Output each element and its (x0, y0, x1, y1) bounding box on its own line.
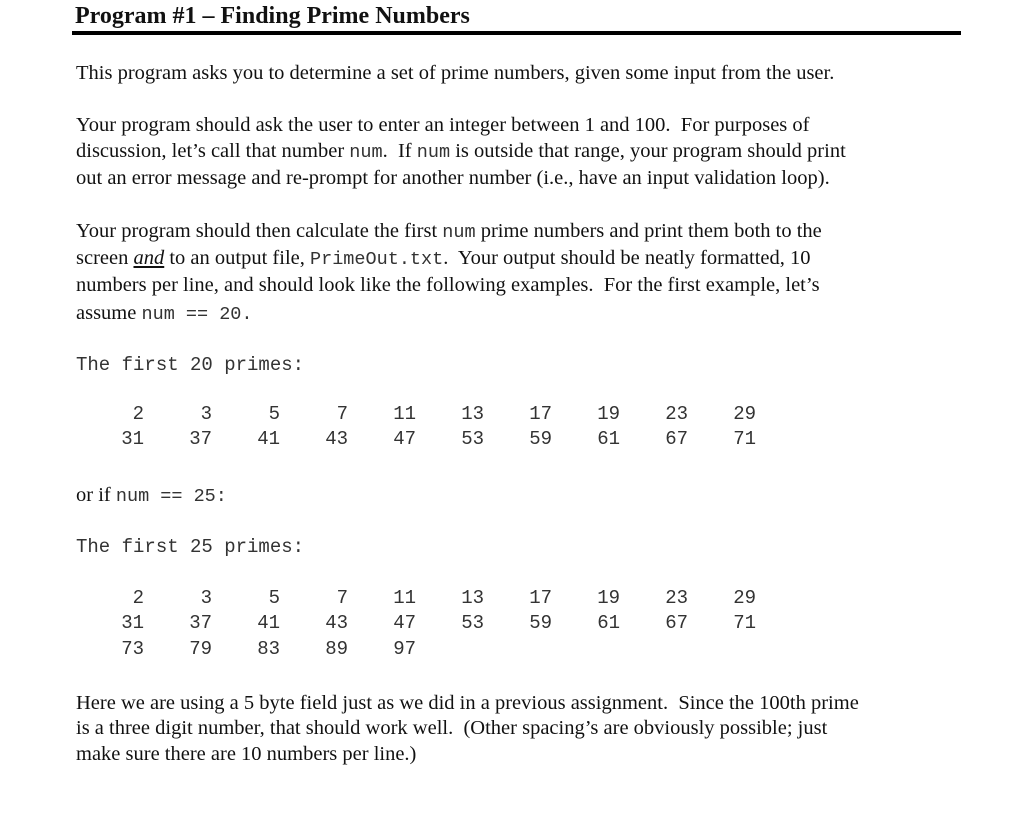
prime-number: 47 (393, 612, 416, 634)
prime-number: 47 (393, 428, 416, 450)
text: or if (76, 484, 116, 506)
prime-number: 53 (461, 428, 484, 450)
prime-number: 13 (461, 403, 484, 425)
text: Your program should ask the user to enter an integer between 1 and 100. For purposes of (76, 114, 810, 136)
text: prime numbers and print them both to the (475, 220, 822, 242)
prime-number: 2 (132, 403, 144, 425)
prime-number: 2 (132, 587, 144, 609)
paragraph-3-line (76, 219, 822, 245)
paragraph-2-line (76, 166, 830, 190)
text: This program asks you to determine a set of prime numbers, given some input from the user. (76, 62, 835, 84)
prime-number: 67 (665, 612, 688, 634)
paragraph-3-line (76, 301, 253, 327)
prime-number: 7 (336, 587, 348, 609)
prime-number: 31 (121, 612, 144, 634)
prime-number: 5 (268, 403, 280, 425)
prime-number: 71 (733, 612, 756, 634)
paragraph-5-line (76, 716, 827, 740)
example2-heading: The first 25 primes: (76, 536, 305, 558)
prime-number: 13 (461, 587, 484, 609)
prime-number: 29 (733, 587, 756, 609)
prime-number: 61 (597, 428, 620, 450)
prime-number: 17 (529, 403, 552, 425)
prime-number: 19 (597, 403, 620, 425)
prime-number: 11 (393, 403, 416, 425)
prime-number: 71 (733, 428, 756, 450)
prime-number: 67 (665, 428, 688, 450)
prime-number: 73 (121, 638, 144, 660)
prime-number: 41 (257, 612, 280, 634)
prime-number: 5 (268, 587, 280, 609)
code-text: num == 25: (115, 486, 227, 507)
title-rule (72, 31, 961, 35)
prime-number: 11 (393, 587, 416, 609)
paragraph-5-line (76, 691, 859, 715)
prime-number: 43 (325, 612, 348, 634)
paragraph-4-line (76, 483, 227, 509)
paragraph-3-line (76, 246, 811, 272)
text: is outside that range, your program should print (450, 140, 846, 162)
prime-number: 43 (325, 428, 348, 450)
prime-number: 37 (189, 612, 212, 634)
text: to an output file, (164, 247, 310, 269)
prime-number: 3 (200, 403, 212, 425)
prime-number: 83 (257, 638, 280, 660)
prime-number: 97 (393, 638, 416, 660)
prime-number: 3 (200, 587, 212, 609)
prime-number: 61 (597, 612, 620, 634)
code-text: PrimeOut.txt (310, 249, 444, 270)
text: discussion, let’s call that number (76, 140, 350, 162)
prime-number: 79 (189, 638, 212, 660)
prime-number: 17 (529, 587, 552, 609)
text: make sure there are 10 numbers per line.) (76, 743, 417, 765)
prime-number: 23 (665, 403, 688, 425)
text: is a three digit number, that should work well. (Other spacing’s are obviously possible; just (76, 717, 828, 739)
prime-number: 31 (121, 428, 144, 450)
paragraph-2-line (76, 139, 846, 165)
prime-number: 41 (257, 428, 280, 450)
paragraph-1-line (76, 61, 834, 85)
prime-number: 59 (529, 612, 552, 634)
code-text: num (442, 222, 476, 243)
prime-number: 29 (733, 403, 756, 425)
prime-number: 23 (665, 587, 688, 609)
text: . If (382, 140, 417, 162)
text: Here we are using a 5 byte field just as we did in a previous assignment. Since the 100th prime (76, 692, 859, 714)
document-title: Program #1 – Finding Prime Numbers (75, 3, 470, 29)
text: . Your output should be neatly formatted, 10 (443, 247, 811, 269)
paragraph-5-line (76, 742, 416, 766)
paragraph-2-line (76, 113, 810, 137)
text: assume (76, 302, 142, 324)
code-text: num (416, 142, 451, 163)
prime-number: 19 (597, 587, 620, 609)
prime-number: 59 (529, 428, 552, 450)
prime-number: 53 (461, 612, 484, 634)
code-text: num (349, 142, 383, 163)
text: numbers per line, and should look like the following examples. For the first example, let’s (76, 274, 820, 296)
text: Your program should then calculate the first (76, 220, 443, 242)
text: screen (76, 247, 134, 269)
prime-number: 37 (189, 428, 212, 450)
code-text: num == 20. (141, 304, 253, 325)
prime-number: 89 (325, 638, 348, 660)
text: out an error message and re-prompt for another number (i.e., have an input validation loop). (76, 167, 830, 189)
emphasis-text: and (133, 247, 165, 269)
example1-heading: The first 20 primes: (76, 354, 305, 376)
paragraph-3-line (76, 273, 820, 297)
prime-number: 7 (336, 403, 348, 425)
